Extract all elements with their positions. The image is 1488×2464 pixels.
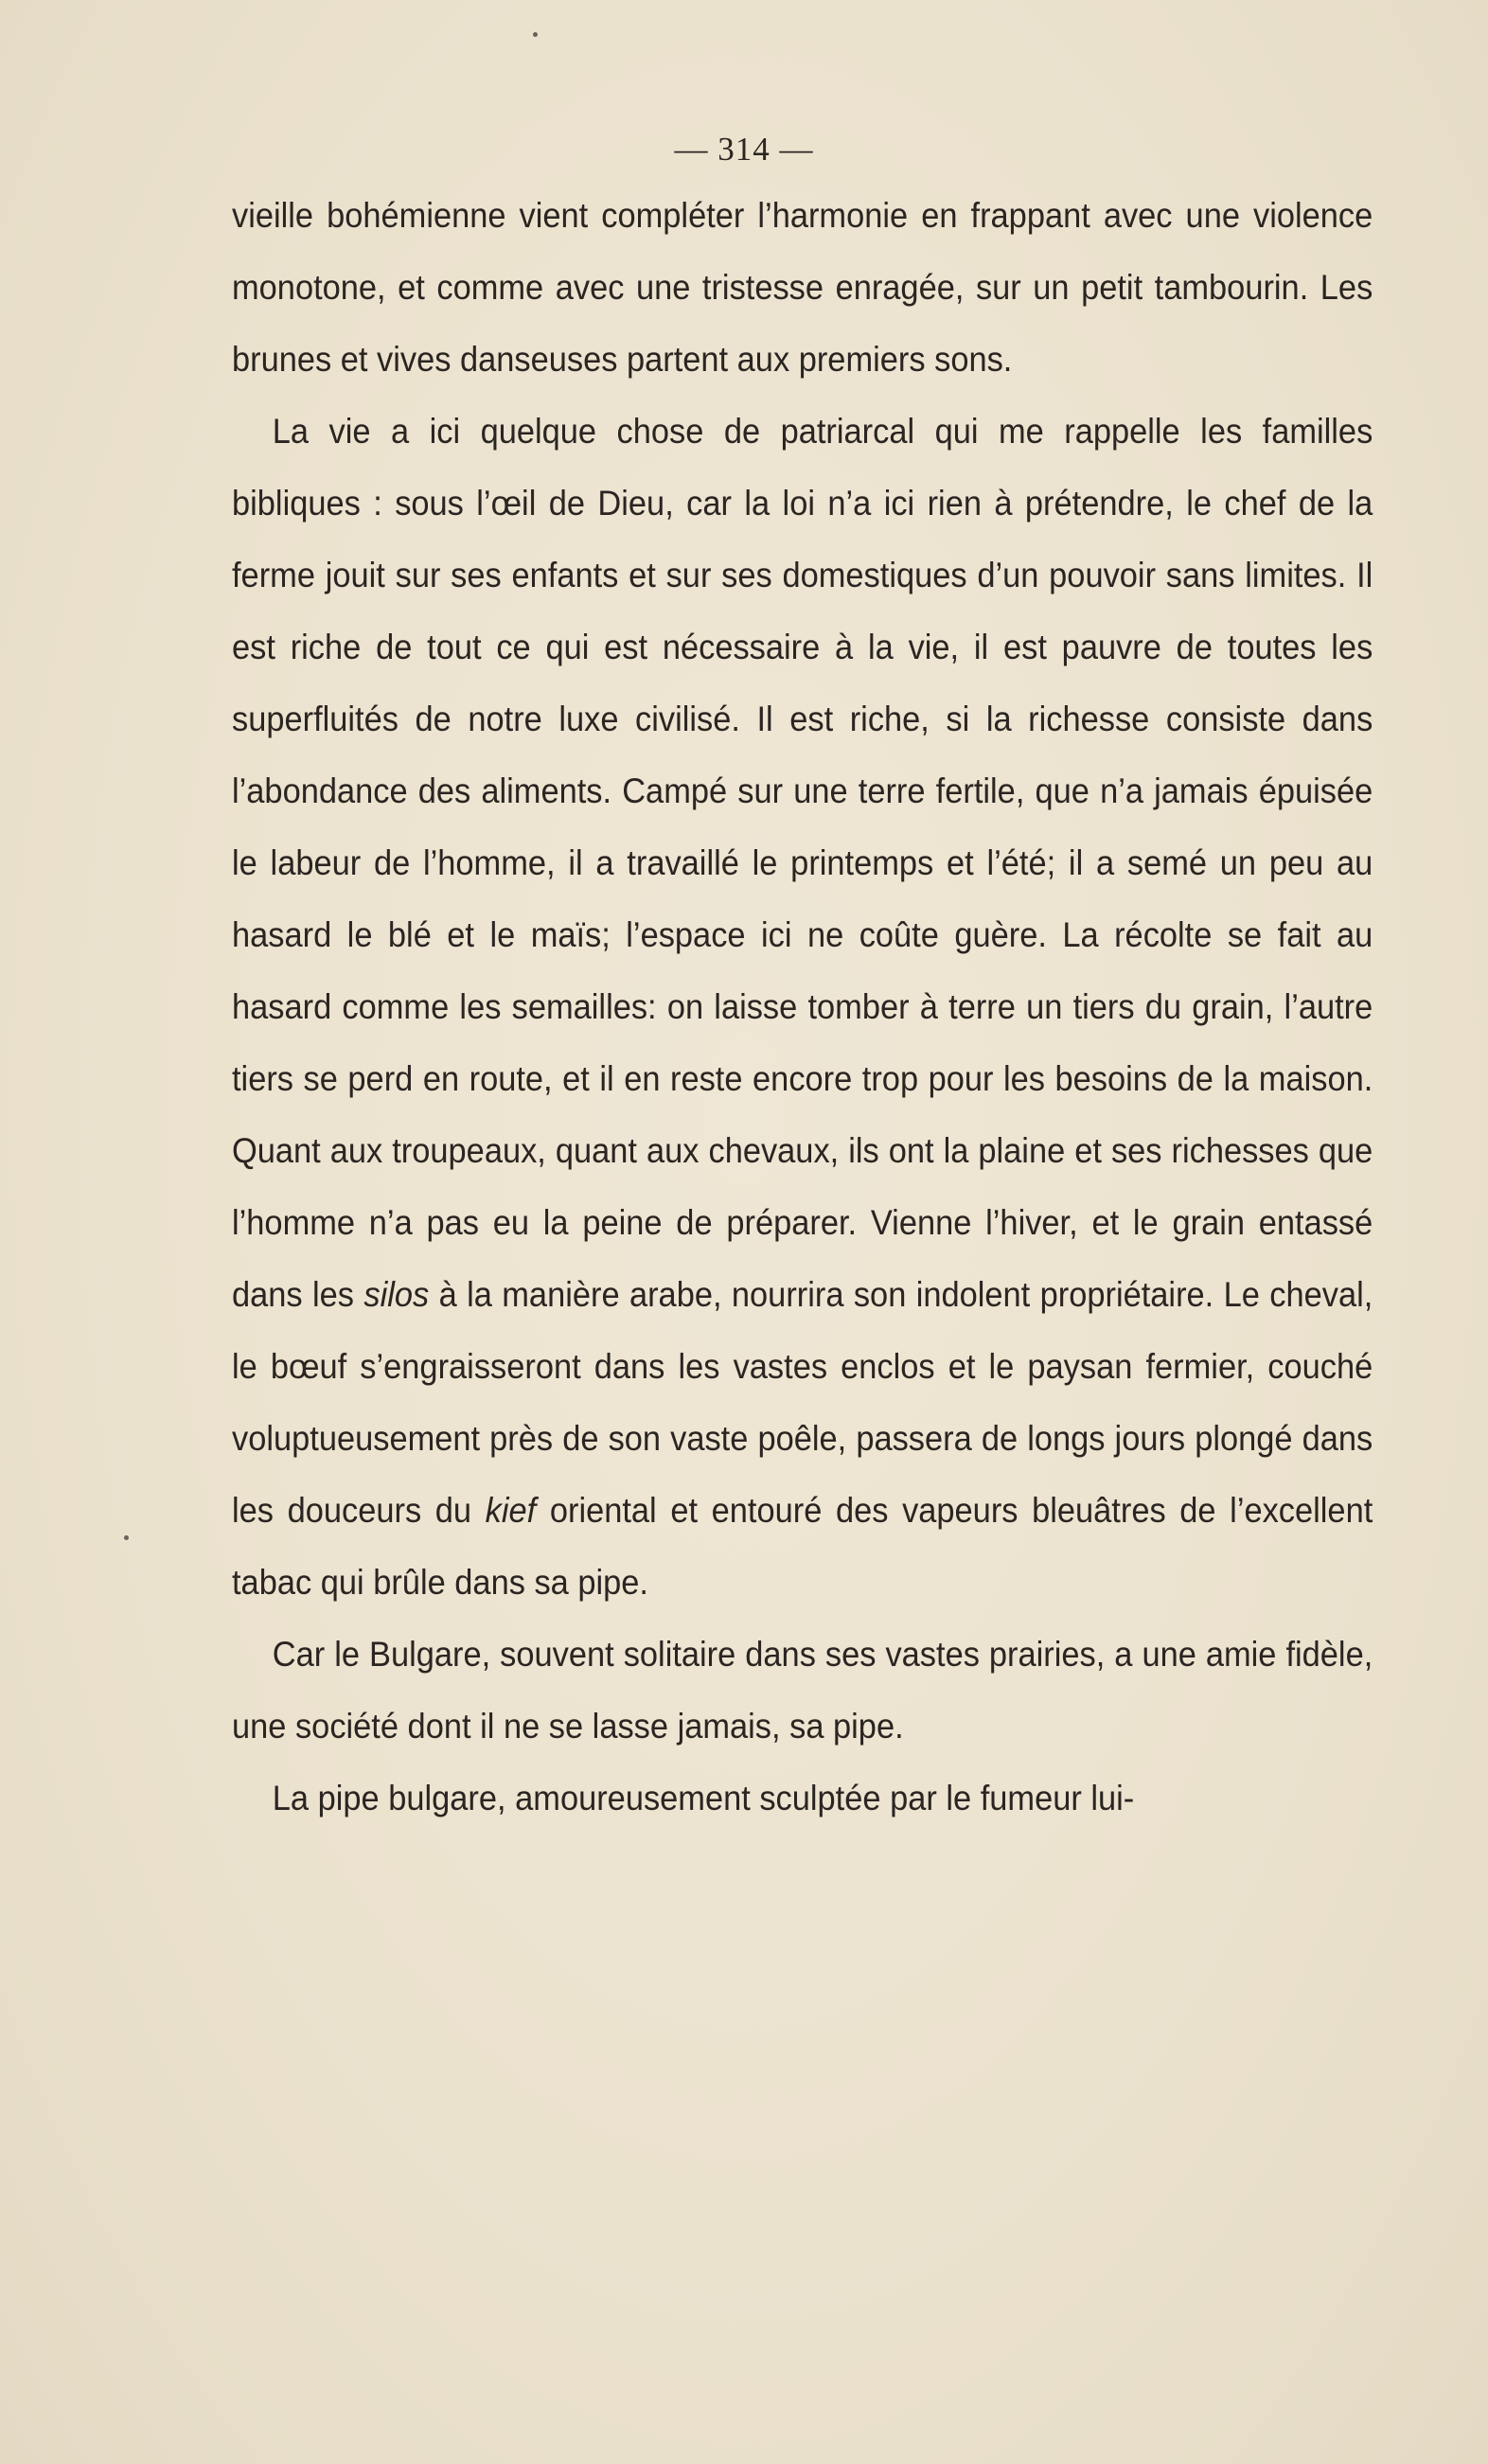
specks <box>533 32 538 37</box>
paragraph-2-part-3: oriental et entouré des vapeurs bleuâtres de l’excellent tabac qui brûle dans sa pipe. <box>232 1491 1373 1602</box>
italic-word-kief: kief <box>485 1491 537 1530</box>
paragraph-2-part-2: à la manière arabe, nourrira son indolent propriétaire. Le cheval, le bœuf s’engraisseront dans les vastes enclos et le paysan fermier, couché voluptueusement près de son vaste poêle, passera de longs jours plongé dans les douceurs du <box>232 1275 1373 1530</box>
paragraph-2-part-1: La vie a ici quelque chose de patriarcal qui me rappelle les familles bibliques : sous l’œil de Dieu, car la loi n’a ici rien à prétendre, le chef de la ferme jouit sur ses enfants et sur ses domestiques d’un pouvoir sans limites. Il est riche de tout ce qui est nécessaire à la vie, il est pauvre de toutes les superfluités de notre luxe civilisé. Il est riche, si la richesse consiste dans l’abondance des aliments. Campé sur une terre fertile, que n’a jamais épuisée le labeur de l’homme, il a travaillé le printemps et l’été; il a semé un peu au hasard le blé et le maïs; l’espace ici ne coûte guère. La récolte se fait au hasard comme les semailles: on laisse tomber à terre un tiers du grain, l’autre tiers se perd en route, et il en reste encore trop pour les besoins de la maison. Quant aux troupeaux, quant aux chevaux, ils ont la plaine et ses richesses que l’homme n’a pas eu la peine de préparer. Vienne l’hiver, et le grain entassé dans les <box>232 412 1373 1314</box>
paragraph-3: Car le Bulgare, souvent solitaire dans ses vastes prairies, a une amie fidèle, une société dont il ne se lasse jamais, sa pipe. <box>232 1635 1373 1746</box>
body-text <box>232 180 1373 1835</box>
paragraph-4: La pipe bulgare, amoureusement sculptée par le fumeur lui- <box>272 1779 1135 1817</box>
paragraph-1: vieille bohémienne vient compléter l’harmonie en frappant avec une violence monotone, et comme avec une tristesse enragée, sur un petit tambourin. Les brunes et vives danseuses partent aux premiers sons. <box>232 196 1373 379</box>
italic-word-silos: silos <box>363 1275 430 1314</box>
page-number: — 314 — <box>674 131 814 168</box>
margin-mark <box>124 1535 129 1540</box>
paragraph-2 <box>232 396 1373 1619</box>
